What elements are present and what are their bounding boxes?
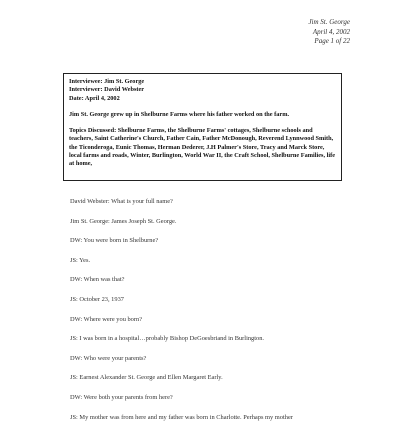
interview-abstract: Jim St. George grew up in Shelburne Farms where his father worked on the farm. [69, 110, 290, 118]
transcript-line: Jim St. George: James Joseph St. George. [70, 217, 177, 225]
transcript-line: DW: Who were your parents? [70, 354, 147, 362]
interviewee-line: Interviewee: Jim St. George [69, 78, 145, 85]
transcript-body [70, 198, 360, 433]
transcript-line: DW: Were both your parents from here? [70, 393, 173, 401]
page-header [308, 18, 350, 47]
header-page-number: Page 1 of 22 [314, 37, 350, 45]
transcript-line: JS: Yes. [70, 256, 91, 264]
transcript-line: DW: You were born in Shelburne? [70, 237, 159, 245]
spacer [69, 119, 336, 127]
transcript-line: JS: I was born in a hospital…probably Bishop DeGoesbriand in Burlington. [70, 335, 265, 343]
topics-discussed: Topics Discussed: Shelburne Farms, the Shelburne Farms' cottages, Shelburne schools and teachers, Saint Catherine's Church, Father Cain, Father McDonough, Reverend Lynnwood Smith, the Ticonderoga, Eunic Thomas, Herman Dederer, J.H Palmer's Store, Tracy and Marck Store, local farms and roads, Winter, Burlington, World War II, the Craft School, Shelburne Families, life at home, [69, 127, 336, 168]
transcript-line: JS: Earnest Alexander St. George and Ellen Margaret Early. [70, 374, 223, 382]
header-interviewee-name: Jim St. George [308, 18, 350, 26]
spacer [69, 103, 336, 111]
interview-date-line: Date: April 4, 2002 [69, 94, 120, 102]
transcript-line: JS: October 23, 1937 [70, 295, 124, 303]
interviewer-line: Interviewer: David Webster [69, 86, 145, 94]
transcript-line: JS: My mother was from here and my father was born in Charlotte. Perhaps my mother [70, 413, 293, 421]
transcript-line: David Webster: What is your full name? [70, 198, 173, 205]
transcript-line: DW: Where were you born? [70, 315, 143, 323]
transcript-line: DW: When was that? [70, 276, 125, 284]
interview-summary-box [63, 73, 342, 181]
header-date: April 4, 2002 [312, 27, 350, 36]
